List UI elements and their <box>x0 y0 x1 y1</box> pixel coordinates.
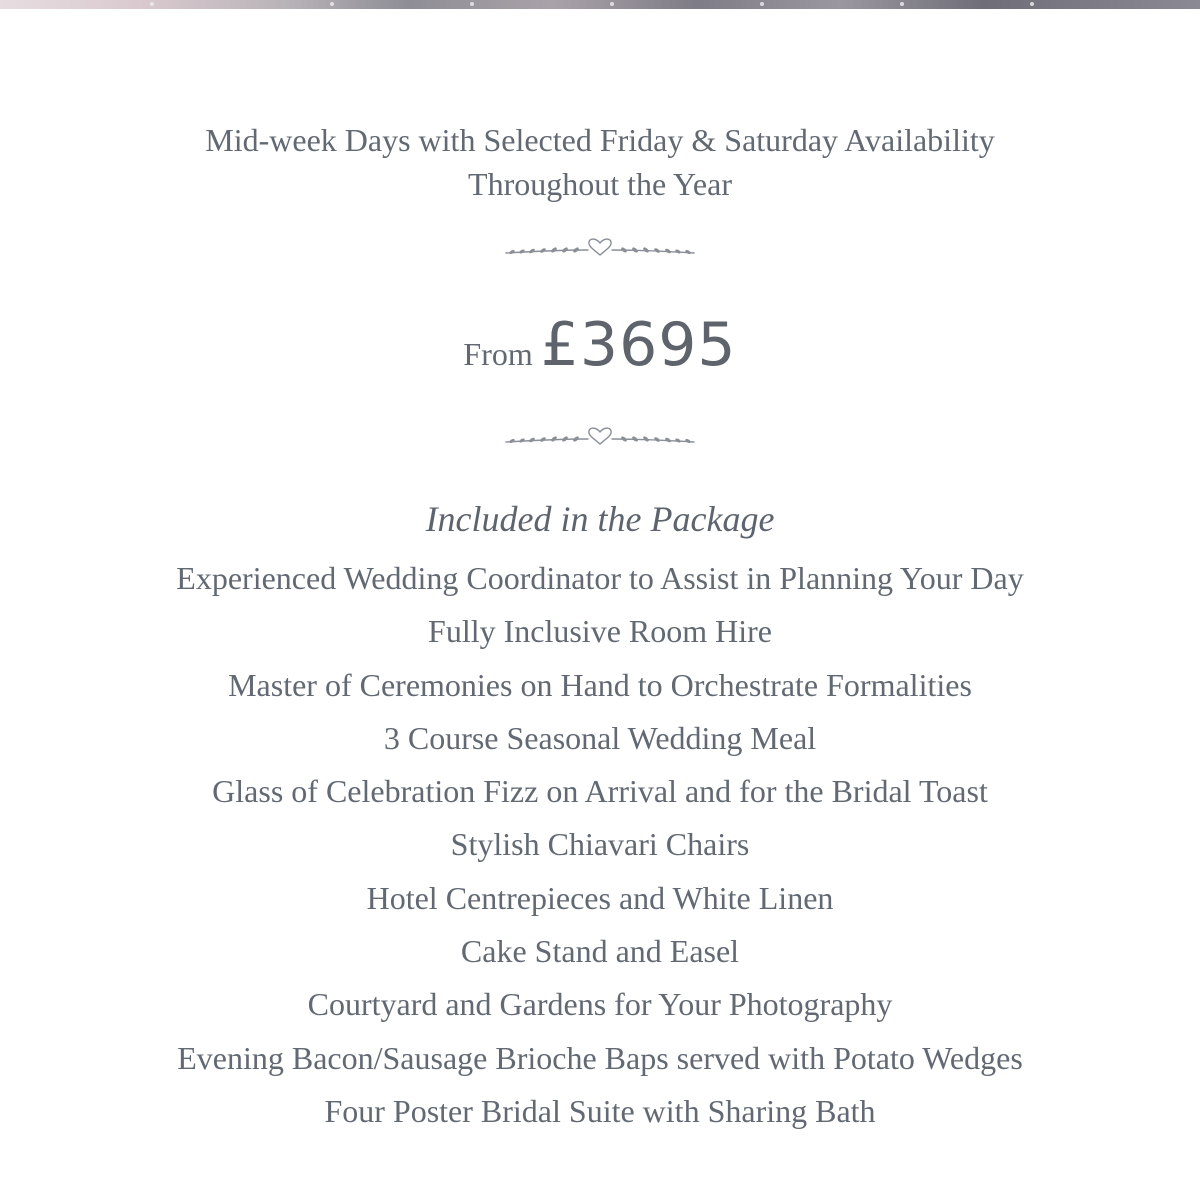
package-item: Fully Inclusive Room Hire <box>428 613 772 650</box>
header-photo-strip <box>0 0 1200 9</box>
package-item: Experienced Wedding Coordinator to Assist in Planning Your Day <box>176 560 1024 596</box>
package-item: Master of Ceremonies on Hand to Orchestrate Formalities <box>228 666 972 703</box>
heart-vine-divider-icon <box>500 235 700 261</box>
package-item: Evening Bacon/Sausage Brioche Baps served with Potato Wedges <box>177 1039 1023 1076</box>
package-item: Courtyard and Gardens for Your Photography <box>307 986 893 1023</box>
price-amount: £3695 <box>540 310 737 380</box>
package-item: Cake Stand and Easel <box>460 933 740 970</box>
heart-vine-divider-icon <box>500 424 700 450</box>
package-item: Four Poster Bridal Suite with Sharing Bath <box>324 1092 876 1129</box>
package-item: Glass of Celebration Fizz on Arrival and for the Bridal Toast <box>212 773 988 810</box>
price-prefix: From <box>463 336 533 372</box>
package-item: 3 Course Seasonal Wedding Meal <box>383 719 817 756</box>
price <box>0 310 1200 380</box>
package-item: Stylish Chiavari Chairs <box>450 826 750 863</box>
availability-text <box>0 118 1200 206</box>
package-items-list <box>0 552 1200 1138</box>
package-heading: Included in the Package <box>425 499 775 539</box>
availability-line-1: Mid-week Days with Selected Friday & Saturday Availability <box>205 122 995 158</box>
package-item: Hotel Centrepieces and White Linen <box>366 879 834 916</box>
availability-line-2: Throughout the Year <box>468 166 732 202</box>
